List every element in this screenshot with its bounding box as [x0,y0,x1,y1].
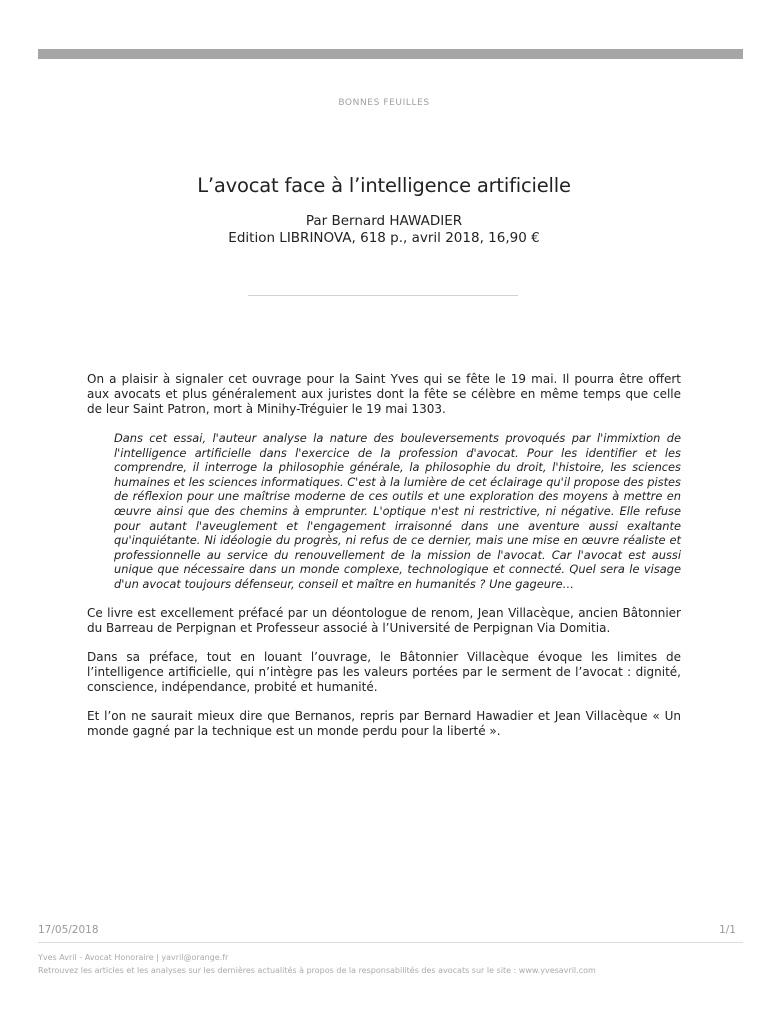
paragraph-limits: Dans sa préface, tout en louant l’ouvrage, le Bâtonnier Villacèque évoque les limites de l’intelligence artificielle, qui n’intègre pas les valeurs portées par le serment de l’avocat : dignité, conscience, indépendance, probité et humanité. [87,649,681,694]
page-number: 1/1 [719,924,736,936]
book-summary-quote: Dans cet essai, l'auteur analyse la nature des bouleversements provoqués par l'immixtion de l'intelligence artificielle dans l'exercice de la profession d'avocat. Pour les identifier et les comprendre, il interroge la philosophie générale, la philosophie du droit, l'histoire, les sciences humaines et les sciences informatiques. C'est à la lumière de cet éclairage qu'il propose des pistes de réflexion pour une maîtrise moderne de ces outils et une exploration des moyens à mettre en œuvre ainsi que des chemins à emprunter. L'optique n'est ni restrictive, ni négative. Elle refuse pour autant l'aveuglement et l'engagement irraisonné dans une aventure aussi exaltante qu'inquiétante. Ni idéologie du progrès, ni refus de ce dernier, mais une mise en œuvre réaliste et professionnelle au service du renouvellement de la mission de l'avocat. Car l'avocat est aussi unique que nécessaire dans un monde complexe, technologique et connecté. Quel sera le visage d'un avocat toujours défenseur, conseil et maître en humanités ? Une gageure… [114,431,681,591]
paragraph-preface: Ce livre est excellement préfacé par un déontologue de renom, Jean Villacèque, ancien Bâtonnier du Barreau de Perpignan et Professeur associé à l’Université de Perpignan Via Domitia. [87,605,681,635]
header-bar [38,49,743,59]
footer-divider [38,942,743,943]
article-body [87,372,681,753]
footer-site-info: Retrouvez les articles et les analyses sur les dernières actualités à propos de la responsabilités des avocats sur le site : www.yvesavril.com [38,966,596,975]
article-title: L’avocat face à l’intelligence artificielle [197,174,571,197]
paragraph-conclusion: Et l’on ne saurait mieux dire que Bernanos, repris par Bernard Hawadier et Jean Villacèque « Un monde gagné par la technique est un monde perdu pour la liberté ». [87,708,681,738]
category-label: BONNES FEUILLES [338,98,430,108]
paragraph-intro: On a plaisir à signaler cet ouvrage pour la Saint Yves qui se fête le 19 mai. Il pourra être offert aux avocats et plus généralement aux juristes dont la fête se célèbre en même temps que celle de leur Saint Patron, mort à Minihy-Tréguier le 19 mai 1303. [87,372,681,416]
footer-author-info: Yves Avril - Avocat Honoraire | yavril@orange.fr [38,953,229,962]
author-line: Par Bernard HAWADIER [305,213,463,229]
byline [0,213,768,247]
publication-line: Edition LIBRINOVA, 618 p., avril 2018, 16,90 € [228,230,540,246]
footer-date: 17/05/2018 [38,924,99,936]
title-separator [248,295,518,296]
